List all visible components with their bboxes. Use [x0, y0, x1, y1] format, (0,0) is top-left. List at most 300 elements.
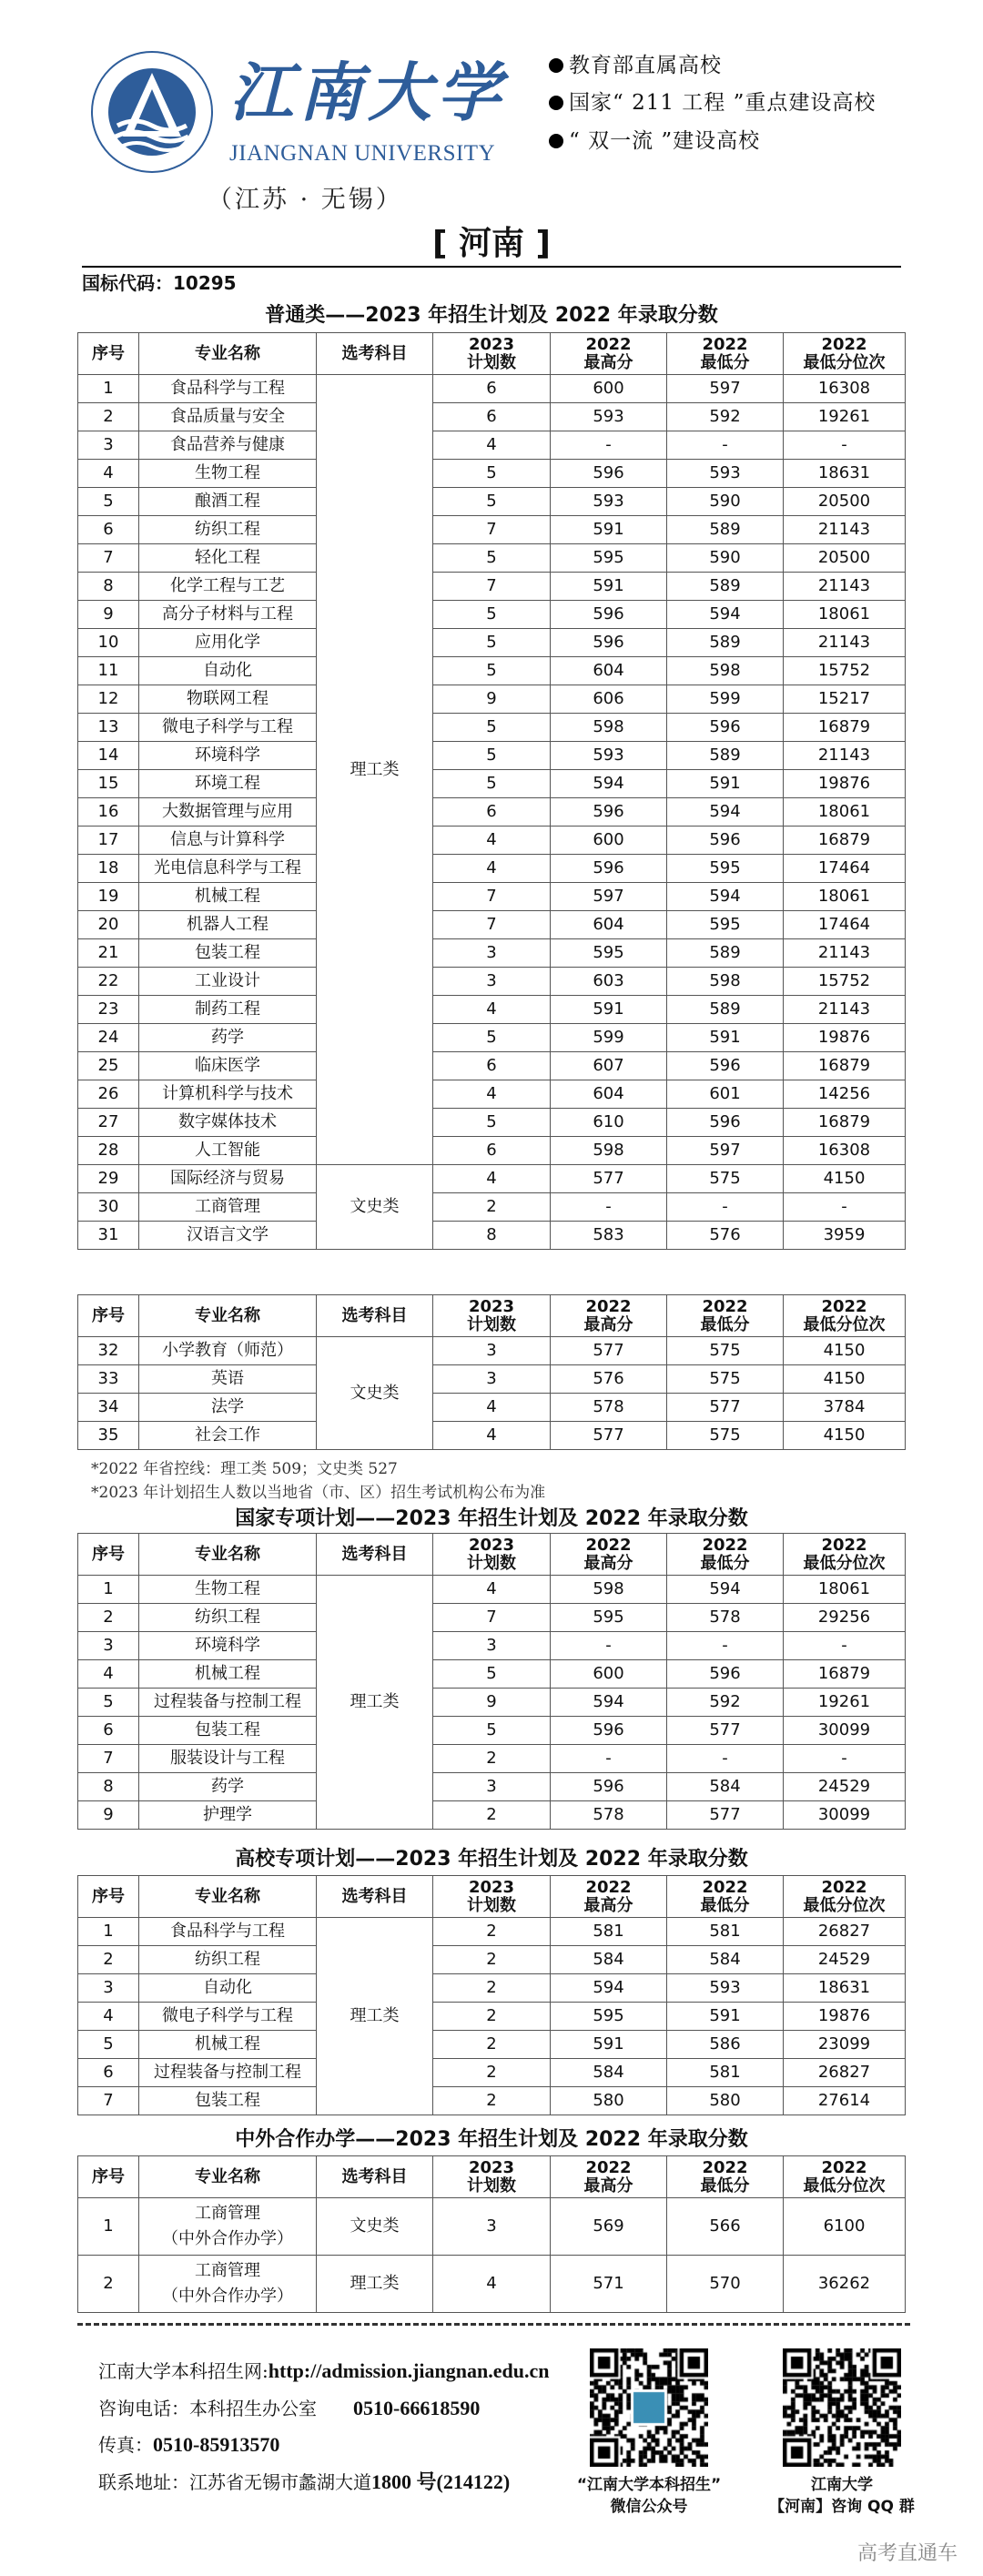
max-score-cell: 597 — [551, 883, 667, 911]
table-row — [78, 1165, 906, 1193]
max-score-cell: 591 — [551, 516, 667, 544]
plan-cell: 7 — [433, 516, 551, 544]
min-score-cell: 584 — [667, 1773, 784, 1801]
min-rank-cell: 16879 — [784, 714, 906, 742]
column-header: 2023 计划数 — [433, 2156, 551, 2198]
min-rank-cell: 18061 — [784, 798, 906, 827]
table-row — [78, 714, 906, 742]
header-row — [78, 1876, 906, 1918]
max-score-cell: 599 — [551, 1024, 667, 1052]
min-score-cell: 591 — [667, 2003, 784, 2031]
plan-cell: 5 — [433, 629, 551, 657]
min-score-cell: 597 — [667, 375, 784, 403]
max-score-cell: 577 — [551, 1422, 667, 1450]
max-score-cell: 569 — [551, 2198, 667, 2256]
major-cell: 环境科学 — [139, 742, 317, 770]
plan-cell: 6 — [433, 403, 551, 431]
min-rank-cell: 19876 — [784, 1024, 906, 1052]
min-score-cell: 589 — [667, 516, 784, 544]
wechat-qr-code[interactable] — [590, 2348, 708, 2470]
subject-cell: 理工类 — [317, 375, 433, 1165]
min-score-cell: 595 — [667, 911, 784, 939]
table-row — [78, 1974, 906, 2003]
seq-cell: 35 — [78, 1422, 139, 1450]
max-score-cell: 571 — [551, 2256, 667, 2313]
province-title: [ 河南 ] — [432, 225, 551, 262]
major-cell: 机器人工程 — [139, 911, 317, 939]
min-rank-cell: 26827 — [784, 2059, 906, 2087]
subject-cell: 理工类 — [317, 1576, 433, 1830]
table-row — [78, 1604, 906, 1632]
seq-cell: 31 — [78, 1222, 139, 1250]
seq-cell: 3 — [78, 1632, 139, 1660]
seq-cell: 5 — [78, 2031, 139, 2059]
major-cell: 机械工程 — [139, 1660, 317, 1689]
seq-cell: 3 — [78, 1974, 139, 2003]
website-link[interactable]: http://admission.jiangnan.edu.cn — [268, 2359, 550, 2382]
plan-cell: 4 — [433, 996, 551, 1024]
major-cell: 食品科学与工程 — [139, 375, 317, 403]
min-rank-cell: 4150 — [784, 1365, 906, 1394]
seq-cell: 5 — [78, 1689, 139, 1717]
plan-cell: 6 — [433, 1137, 551, 1165]
min-rank-cell: 24529 — [784, 1773, 906, 1801]
table-row — [78, 1052, 906, 1080]
max-score-cell: 584 — [551, 1946, 667, 1974]
major-cell: 大数据管理与应用 — [139, 798, 317, 827]
major-cell: 微电子科学与工程 — [139, 2003, 317, 2031]
column-header: 专业名称 — [139, 1876, 317, 1918]
subject-cell: 文史类 — [317, 1337, 433, 1450]
min-score-cell: 577 — [667, 1801, 784, 1830]
seq-cell: 9 — [78, 601, 139, 629]
major-cell: 环境工程 — [139, 770, 317, 798]
bullet-dot-icon — [549, 96, 563, 110]
table-row — [78, 2031, 906, 2059]
max-score-cell: 583 — [551, 1222, 667, 1250]
min-score-cell: 590 — [667, 544, 784, 573]
seq-cell: 7 — [78, 544, 139, 573]
table-row — [78, 939, 906, 968]
min-score-cell: 595 — [667, 855, 784, 883]
seq-cell: 4 — [78, 2003, 139, 2031]
max-score-cell: 604 — [551, 911, 667, 939]
table-row — [78, 2256, 906, 2313]
major-cell: 纺织工程 — [139, 516, 317, 544]
min-score-cell: 575 — [667, 1365, 784, 1394]
max-score-cell: 596 — [551, 601, 667, 629]
column-header: 选考科目 — [317, 1295, 433, 1337]
column-header: 2022 最高分 — [551, 1876, 667, 1918]
min-rank-cell: 27614 — [784, 2087, 906, 2115]
major-cell: 过程装备与控制工程 — [139, 1689, 317, 1717]
min-rank-cell: 16308 — [784, 1137, 906, 1165]
max-score-cell: 595 — [551, 939, 667, 968]
min-score-cell: 581 — [667, 2059, 784, 2087]
max-score-cell: 606 — [551, 685, 667, 714]
seq-cell: 4 — [78, 1660, 139, 1689]
major-cell: 食品营养与健康 — [139, 431, 317, 460]
table-row — [78, 798, 906, 827]
plan-cell: 5 — [433, 657, 551, 685]
max-score-cell: - — [551, 1193, 667, 1222]
bullet-item: 教育部直属高校 — [549, 52, 722, 79]
seq-cell: 2 — [78, 403, 139, 431]
plan-cell: 2 — [433, 2031, 551, 2059]
table-row — [78, 403, 906, 431]
table-row — [78, 996, 906, 1024]
max-score-cell: 577 — [551, 1165, 667, 1193]
seq-cell: 25 — [78, 1052, 139, 1080]
plan-cell: 5 — [433, 1024, 551, 1052]
min-score-cell: 578 — [667, 1604, 784, 1632]
column-header: 2023 计划数 — [433, 1534, 551, 1576]
min-rank-cell: 18631 — [784, 460, 906, 488]
table-row — [78, 1394, 906, 1422]
seq-cell: 8 — [78, 573, 139, 601]
seq-cell: 33 — [78, 1365, 139, 1394]
column-header: 2023 计划数 — [433, 1295, 551, 1337]
seq-cell: 3 — [78, 431, 139, 460]
table-row — [78, 573, 906, 601]
plan-cell: 2 — [433, 2087, 551, 2115]
min-score-cell: 591 — [667, 1024, 784, 1052]
max-score-cell: 598 — [551, 1576, 667, 1604]
max-score-cell: - — [551, 1632, 667, 1660]
major-cell: 环境科学 — [139, 1632, 317, 1660]
plan-cell: 4 — [433, 1080, 551, 1109]
min-score-cell: 597 — [667, 1137, 784, 1165]
table-row — [78, 883, 906, 911]
plan-cell: 4 — [433, 1576, 551, 1604]
seq-cell: 26 — [78, 1080, 139, 1109]
min-score-cell: 589 — [667, 573, 784, 601]
min-score-cell: - — [667, 1632, 784, 1660]
column-header: 序号 — [78, 2156, 139, 2198]
watermark: 高考直通车 — [857, 2542, 958, 2565]
min-rank-cell: 19876 — [784, 770, 906, 798]
min-rank-cell: 15752 — [784, 657, 906, 685]
seq-cell: 13 — [78, 714, 139, 742]
max-score-cell: 591 — [551, 996, 667, 1024]
column-header: 专业名称 — [139, 333, 317, 375]
table-row — [78, 601, 906, 629]
min-rank-cell: 15217 — [784, 685, 906, 714]
subject-cell: 理工类 — [317, 2256, 433, 2313]
max-score-cell: 600 — [551, 1660, 667, 1689]
min-score-cell: 594 — [667, 798, 784, 827]
brand-english: JIANGNAN UNIVERSITY — [229, 141, 496, 166]
major-cell: 国际经济与贸易 — [139, 1165, 317, 1193]
seq-cell: 15 — [78, 770, 139, 798]
table-row — [78, 460, 906, 488]
min-score-cell: 576 — [667, 1222, 784, 1250]
min-score-cell: 598 — [667, 968, 784, 996]
table-row — [78, 1422, 906, 1450]
min-rank-cell: 6100 — [784, 2198, 906, 2256]
plan-cell: 5 — [433, 460, 551, 488]
min-score-cell: 593 — [667, 460, 784, 488]
admission-table-university-special — [77, 1875, 906, 2115]
min-score-cell: 581 — [667, 1918, 784, 1946]
major-cell: 法学 — [139, 1394, 317, 1422]
header-row — [78, 2156, 906, 2198]
seq-cell: 28 — [78, 1137, 139, 1165]
qq-group-qr-caption: 江南大学 【河南】咨询 QQ 群 — [769, 2476, 915, 2516]
major-cell: 包装工程 — [139, 2087, 317, 2115]
major-cell: 生物工程 — [139, 460, 317, 488]
major-cell: 工商管理 （中外合作办学） — [139, 2256, 317, 2313]
max-score-cell: 581 — [551, 1918, 667, 1946]
seq-cell: 17 — [78, 827, 139, 855]
column-header: 2022 最低分 — [667, 2156, 784, 2198]
plan-cell: 3 — [433, 1632, 551, 1660]
table-row — [78, 1773, 906, 1801]
min-rank-cell: 17464 — [784, 855, 906, 883]
min-score-cell: 589 — [667, 629, 784, 657]
plan-cell: 3 — [433, 2198, 551, 2256]
max-score-cell: 595 — [551, 544, 667, 573]
admission-table-sino-foreign — [77, 2155, 906, 2313]
column-header: 专业名称 — [139, 2156, 317, 2198]
max-score-cell: 598 — [551, 714, 667, 742]
admission-table-national-special — [77, 1533, 906, 1830]
plan-cell: 5 — [433, 714, 551, 742]
min-score-cell: 601 — [667, 1080, 784, 1109]
min-score-cell: - — [667, 1193, 784, 1222]
min-score-cell: - — [667, 431, 784, 460]
max-score-cell: 593 — [551, 403, 667, 431]
divider — [82, 266, 901, 268]
seq-cell: 18 — [78, 855, 139, 883]
min-score-cell: 596 — [667, 827, 784, 855]
min-rank-cell: 21143 — [784, 629, 906, 657]
major-cell: 化学工程与工艺 — [139, 573, 317, 601]
seq-cell: 9 — [78, 1801, 139, 1830]
table-row — [78, 2198, 906, 2256]
note: *2022 年省控线：理工类 509；文史类 527 — [91, 1460, 398, 1478]
max-score-cell: 607 — [551, 1052, 667, 1080]
qq-group-qr-code[interactable] — [783, 2348, 901, 2470]
footer-phone: 咨询电话：本科招生办公室 0510-66618590 — [98, 2397, 481, 2419]
seq-cell: 29 — [78, 1165, 139, 1193]
seq-cell: 1 — [78, 2198, 139, 2256]
min-score-cell: 577 — [667, 1717, 784, 1745]
major-cell: 自动化 — [139, 1974, 317, 2003]
max-score-cell: 591 — [551, 573, 667, 601]
min-score-cell: 577 — [667, 1394, 784, 1422]
min-score-cell: 596 — [667, 1109, 784, 1137]
major-cell: 药学 — [139, 1773, 317, 1801]
min-score-cell: 594 — [667, 601, 784, 629]
major-cell: 汉语言文学 — [139, 1222, 317, 1250]
max-score-cell: 577 — [551, 1337, 667, 1365]
seq-cell: 34 — [78, 1394, 139, 1422]
column-header: 2022 最低分 — [667, 1295, 784, 1337]
plan-cell: 2 — [433, 2003, 551, 2031]
major-cell: 服装设计与工程 — [139, 1745, 317, 1773]
max-score-cell: 591 — [551, 2031, 667, 2059]
table-row — [78, 629, 906, 657]
max-score-cell: 604 — [551, 657, 667, 685]
min-score-cell: 575 — [667, 1422, 784, 1450]
min-rank-cell: 26827 — [784, 1918, 906, 1946]
major-cell: 计算机科学与技术 — [139, 1080, 317, 1109]
seq-cell: 2 — [78, 2256, 139, 2313]
major-cell: 物联网工程 — [139, 685, 317, 714]
plan-cell: 4 — [433, 1422, 551, 1450]
major-cell: 生物工程 — [139, 1576, 317, 1604]
table-row — [78, 742, 906, 770]
table-row — [78, 2087, 906, 2115]
max-score-cell: 604 — [551, 1080, 667, 1109]
plan-cell: 5 — [433, 1109, 551, 1137]
plan-cell: 7 — [433, 1604, 551, 1632]
table-row — [78, 1080, 906, 1109]
major-cell: 高分子材料与工程 — [139, 601, 317, 629]
max-score-cell: 596 — [551, 1773, 667, 1801]
column-header: 选考科目 — [317, 1534, 433, 1576]
min-rank-cell: 29256 — [784, 1604, 906, 1632]
max-score-cell: 596 — [551, 460, 667, 488]
seq-cell: 1 — [78, 1576, 139, 1604]
seq-cell: 22 — [78, 968, 139, 996]
column-header: 2022 最低分位次 — [784, 1534, 906, 1576]
major-cell: 食品科学与工程 — [139, 1918, 317, 1946]
bullet-item: “ 双一流 ”建设高校 — [549, 127, 760, 155]
min-rank-cell: 19261 — [784, 403, 906, 431]
major-cell: 工业设计 — [139, 968, 317, 996]
section-title: 高校专项计划——2023 年招生计划及 2022 年录取分数 — [235, 1848, 748, 1871]
min-rank-cell: 21143 — [784, 939, 906, 968]
plan-cell: 3 — [433, 1365, 551, 1394]
seq-cell: 8 — [78, 1773, 139, 1801]
footer-address: 联系地址：江苏省无锡市蠡湖大道1800 号(214122) — [98, 2470, 511, 2493]
header-row — [78, 333, 906, 375]
table-row — [78, 544, 906, 573]
table-row — [78, 1193, 906, 1222]
min-rank-cell: 21143 — [784, 742, 906, 770]
table-row — [78, 968, 906, 996]
major-cell: 自动化 — [139, 657, 317, 685]
column-header: 2022 最低分 — [667, 333, 784, 375]
major-cell: 包装工程 — [139, 1717, 317, 1745]
table-row — [78, 770, 906, 798]
max-score-cell: - — [551, 431, 667, 460]
plan-cell: 4 — [433, 1165, 551, 1193]
plan-cell: 2 — [433, 1193, 551, 1222]
min-rank-cell: 30099 — [784, 1717, 906, 1745]
table-row — [78, 2059, 906, 2087]
min-rank-cell: 15752 — [784, 968, 906, 996]
min-rank-cell: 20500 — [784, 488, 906, 516]
min-rank-cell: 18061 — [784, 883, 906, 911]
plan-cell: 9 — [433, 1689, 551, 1717]
min-rank-cell: 4150 — [784, 1337, 906, 1365]
min-score-cell: 592 — [667, 403, 784, 431]
max-score-cell: 595 — [551, 2003, 667, 2031]
max-score-cell: 596 — [551, 798, 667, 827]
major-cell: 微电子科学与工程 — [139, 714, 317, 742]
max-score-cell: 580 — [551, 2087, 667, 2115]
seq-cell: 21 — [78, 939, 139, 968]
seq-cell: 27 — [78, 1109, 139, 1137]
column-header: 2022 最高分 — [551, 2156, 667, 2198]
min-score-cell: 596 — [667, 1660, 784, 1689]
plan-cell: 5 — [433, 488, 551, 516]
min-score-cell: 589 — [667, 996, 784, 1024]
seq-cell: 4 — [78, 460, 139, 488]
table-row — [78, 855, 906, 883]
major-cell: 临床医学 — [139, 1052, 317, 1080]
table-row — [78, 1222, 906, 1250]
max-score-cell: 596 — [551, 1717, 667, 1745]
min-rank-cell: 4150 — [784, 1422, 906, 1450]
wechat-qr-caption: “江南大学本科招生” 微信公众号 — [576, 2476, 722, 2516]
max-score-cell: 576 — [551, 1365, 667, 1394]
major-cell: 应用化学 — [139, 629, 317, 657]
min-score-cell: 599 — [667, 685, 784, 714]
min-rank-cell: 16879 — [784, 1109, 906, 1137]
min-rank-cell: 19261 — [784, 1689, 906, 1717]
plan-cell: 6 — [433, 1052, 551, 1080]
max-score-cell: 596 — [551, 629, 667, 657]
column-header: 选考科目 — [317, 1876, 433, 1918]
subject-cell: 理工类 — [317, 1918, 433, 2115]
note: *2023 年计划招生人数以当地省（市、区）招生考试机构公布为准 — [91, 1484, 546, 1502]
table-row — [78, 1337, 906, 1365]
max-score-cell: - — [551, 1745, 667, 1773]
column-header: 序号 — [78, 1876, 139, 1918]
plan-cell: 8 — [433, 1222, 551, 1250]
min-rank-cell: 3959 — [784, 1222, 906, 1250]
major-cell: 食品质量与安全 — [139, 403, 317, 431]
major-cell: 纺织工程 — [139, 1604, 317, 1632]
table-row — [78, 1576, 906, 1604]
min-score-cell: 596 — [667, 714, 784, 742]
table-row — [78, 2003, 906, 2031]
min-score-cell: 589 — [667, 939, 784, 968]
plan-cell: 2 — [433, 1974, 551, 2003]
plan-cell: 5 — [433, 601, 551, 629]
min-rank-cell: - — [784, 1745, 906, 1773]
max-score-cell: 593 — [551, 742, 667, 770]
section-title: 中外合作办学——2023 年招生计划及 2022 年录取分数 — [235, 2128, 748, 2151]
max-score-cell: 600 — [551, 827, 667, 855]
table-row — [78, 431, 906, 460]
min-rank-cell: 16879 — [784, 1660, 906, 1689]
min-rank-cell: 20500 — [784, 544, 906, 573]
plan-cell: 5 — [433, 770, 551, 798]
plan-cell: 4 — [433, 855, 551, 883]
column-header: 2023 计划数 — [433, 1876, 551, 1918]
max-score-cell: 600 — [551, 375, 667, 403]
column-header: 2022 最高分 — [551, 1534, 667, 1576]
seq-cell: 6 — [78, 516, 139, 544]
major-cell: 机械工程 — [139, 2031, 317, 2059]
university-seal-logo — [90, 49, 214, 178]
min-score-cell: 566 — [667, 2198, 784, 2256]
max-score-cell: 578 — [551, 1394, 667, 1422]
footer-fax: 传真：0510-85913570 — [98, 2433, 280, 2456]
plan-cell: 4 — [433, 431, 551, 460]
min-rank-cell: 16879 — [784, 1052, 906, 1080]
min-rank-cell: 17464 — [784, 911, 906, 939]
table-row — [78, 827, 906, 855]
min-rank-cell: 16879 — [784, 827, 906, 855]
max-score-cell: 598 — [551, 1137, 667, 1165]
bullet-dot-icon — [549, 134, 563, 148]
